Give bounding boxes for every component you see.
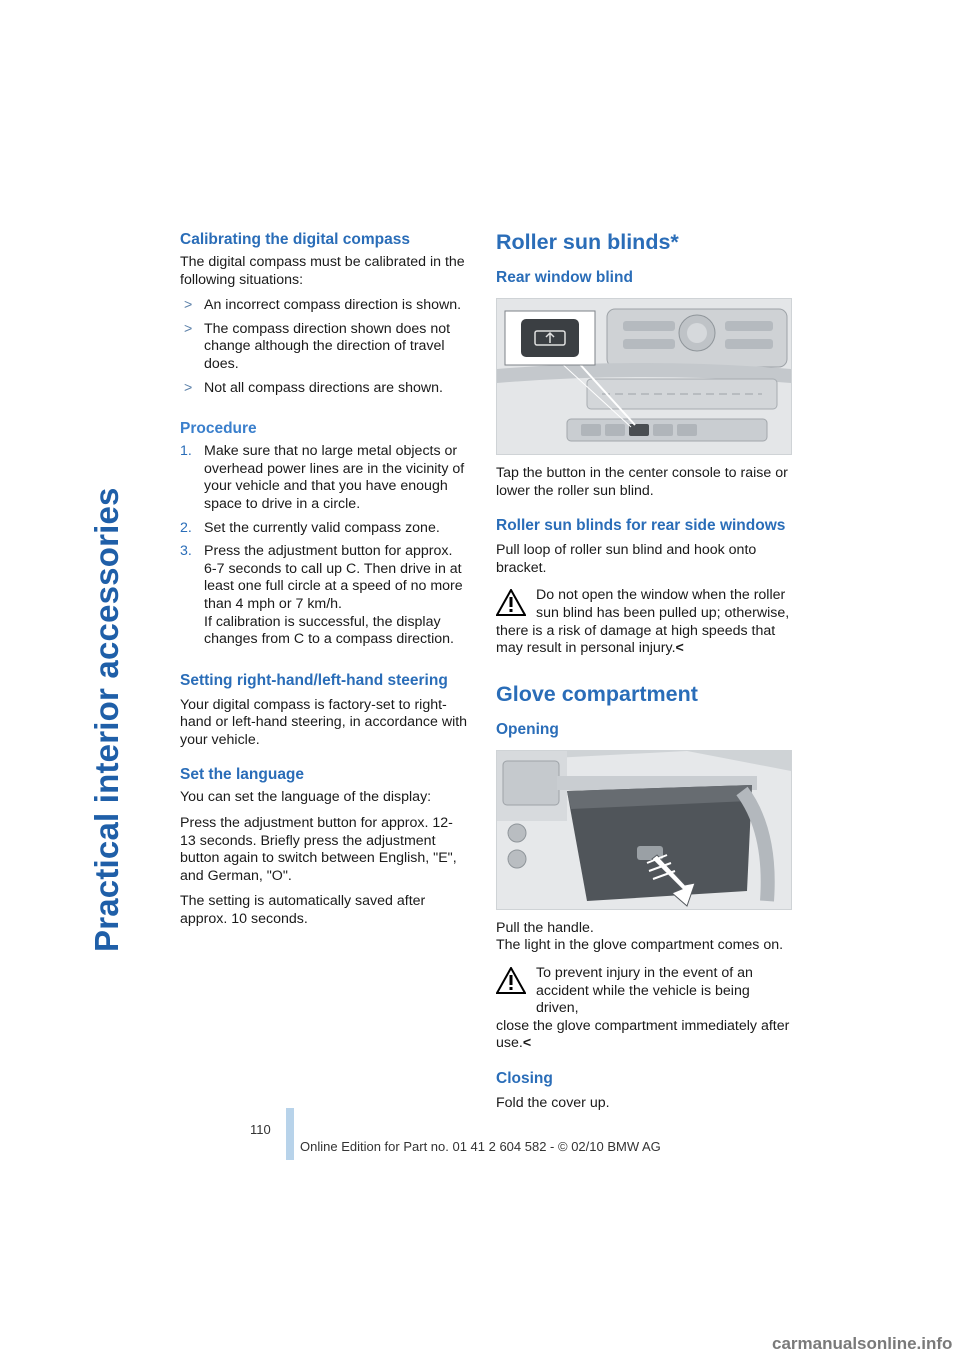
procedure-step: 2. Set the currently valid compass zone. <box>180 519 440 536</box>
procedure-heading: Procedure <box>180 420 257 438</box>
center-console-image <box>497 299 791 454</box>
glove-compartment-illustration <box>496 750 792 910</box>
rear-window-text: Tap the button in the center console to raise or lower the roller sun blind. <box>496 465 788 499</box>
language-heading: Set the language <box>180 766 305 784</box>
warning-triangle-icon <box>496 589 526 616</box>
list-item: > An incorrect compass direction is shown. <box>184 297 462 314</box>
steering-heading: Setting right-hand/left-hand steering <box>180 671 448 689</box>
right-column <box>496 228 792 1113</box>
roller-blinds-heading: Roller sun blinds* <box>496 230 679 254</box>
left-column <box>180 230 468 929</box>
opening-step: Pull the handle. <box>496 919 594 936</box>
glove-compartment-heading: Glove compartment <box>496 681 698 706</box>
side-windows-text: Pull loop of roller sun blind and hook onto bracket. <box>496 542 757 576</box>
list-item: > The compass direction shown does not change although the direction of travel does. <box>184 320 451 372</box>
procedure-step: 3. Press the adjustment button for approx. 6-7 seconds to call up C. Then drive in at least one full circle at a speed of no more than 4 mph or 7 km/h. If calibration is successful, the display changes from C to a compass direction. <box>180 543 463 648</box>
page-number: 110 <box>250 1122 271 1137</box>
language-instructions: Press the adjustment button for approx. 12-13 seconds. Briefly press the adjustment button again to switch between English, "E", and German, "O". <box>180 815 457 884</box>
closing-text: Fold the cover up. <box>496 1094 610 1111</box>
side-window-warning: Do not open the window when the roller sun blind has been pulled up; otherwise, there is a risk of damage at high speeds that may result in personal injury.< <box>496 587 790 657</box>
edition-footer: Online Edition for Part no. 01 41 2 604 582 - © 02/10 BMW AG <box>300 1139 661 1154</box>
center-console-illustration <box>496 298 792 455</box>
opening-light: The light in the glove compartment comes on. <box>496 937 784 954</box>
language-intro: You can set the language of the display: <box>180 789 432 806</box>
rear-window-heading: Rear window blind <box>496 269 633 286</box>
procedure-step: 1. Make sure that no large metal objects or overhead power lines are in the vicinity of your vehicle and that you have enough space to drive in a circle. <box>180 443 465 512</box>
side-section-title <box>58 230 125 952</box>
side-windows-heading: Roller sun blinds for rear side windows <box>496 517 786 535</box>
steering-text: Your digital compass is factory-set to right-hand or left-hand steering, in accordance with your vehicle. <box>180 696 468 748</box>
site-watermark: carmanualsonline.info <box>772 1334 953 1353</box>
warning-triangle-icon <box>496 967 526 994</box>
end-mark: < <box>675 640 684 657</box>
calibrating-intro: The digital compass must be calibrated in the following situations: <box>180 254 465 288</box>
glove-compartment-image <box>497 751 791 909</box>
language-autosave: The setting is automatically saved after approx. 10 seconds. <box>180 893 426 928</box>
closing-heading: Closing <box>496 1069 553 1087</box>
footer-accent-bar <box>286 1108 294 1160</box>
end-mark: < <box>522 1035 532 1052</box>
calibrating-heading: Calibrating the digital compass <box>180 231 410 248</box>
list-item: > Not all compass directions are shown. <box>184 379 443 396</box>
side-title-text: Practical interior accessories <box>88 487 125 952</box>
glove-compartment-warning: To prevent injury in the event of an accident while the vehicle is being driven, close the glove compartment immediately after use.< <box>496 964 790 1052</box>
opening-heading: Opening <box>496 720 559 738</box>
